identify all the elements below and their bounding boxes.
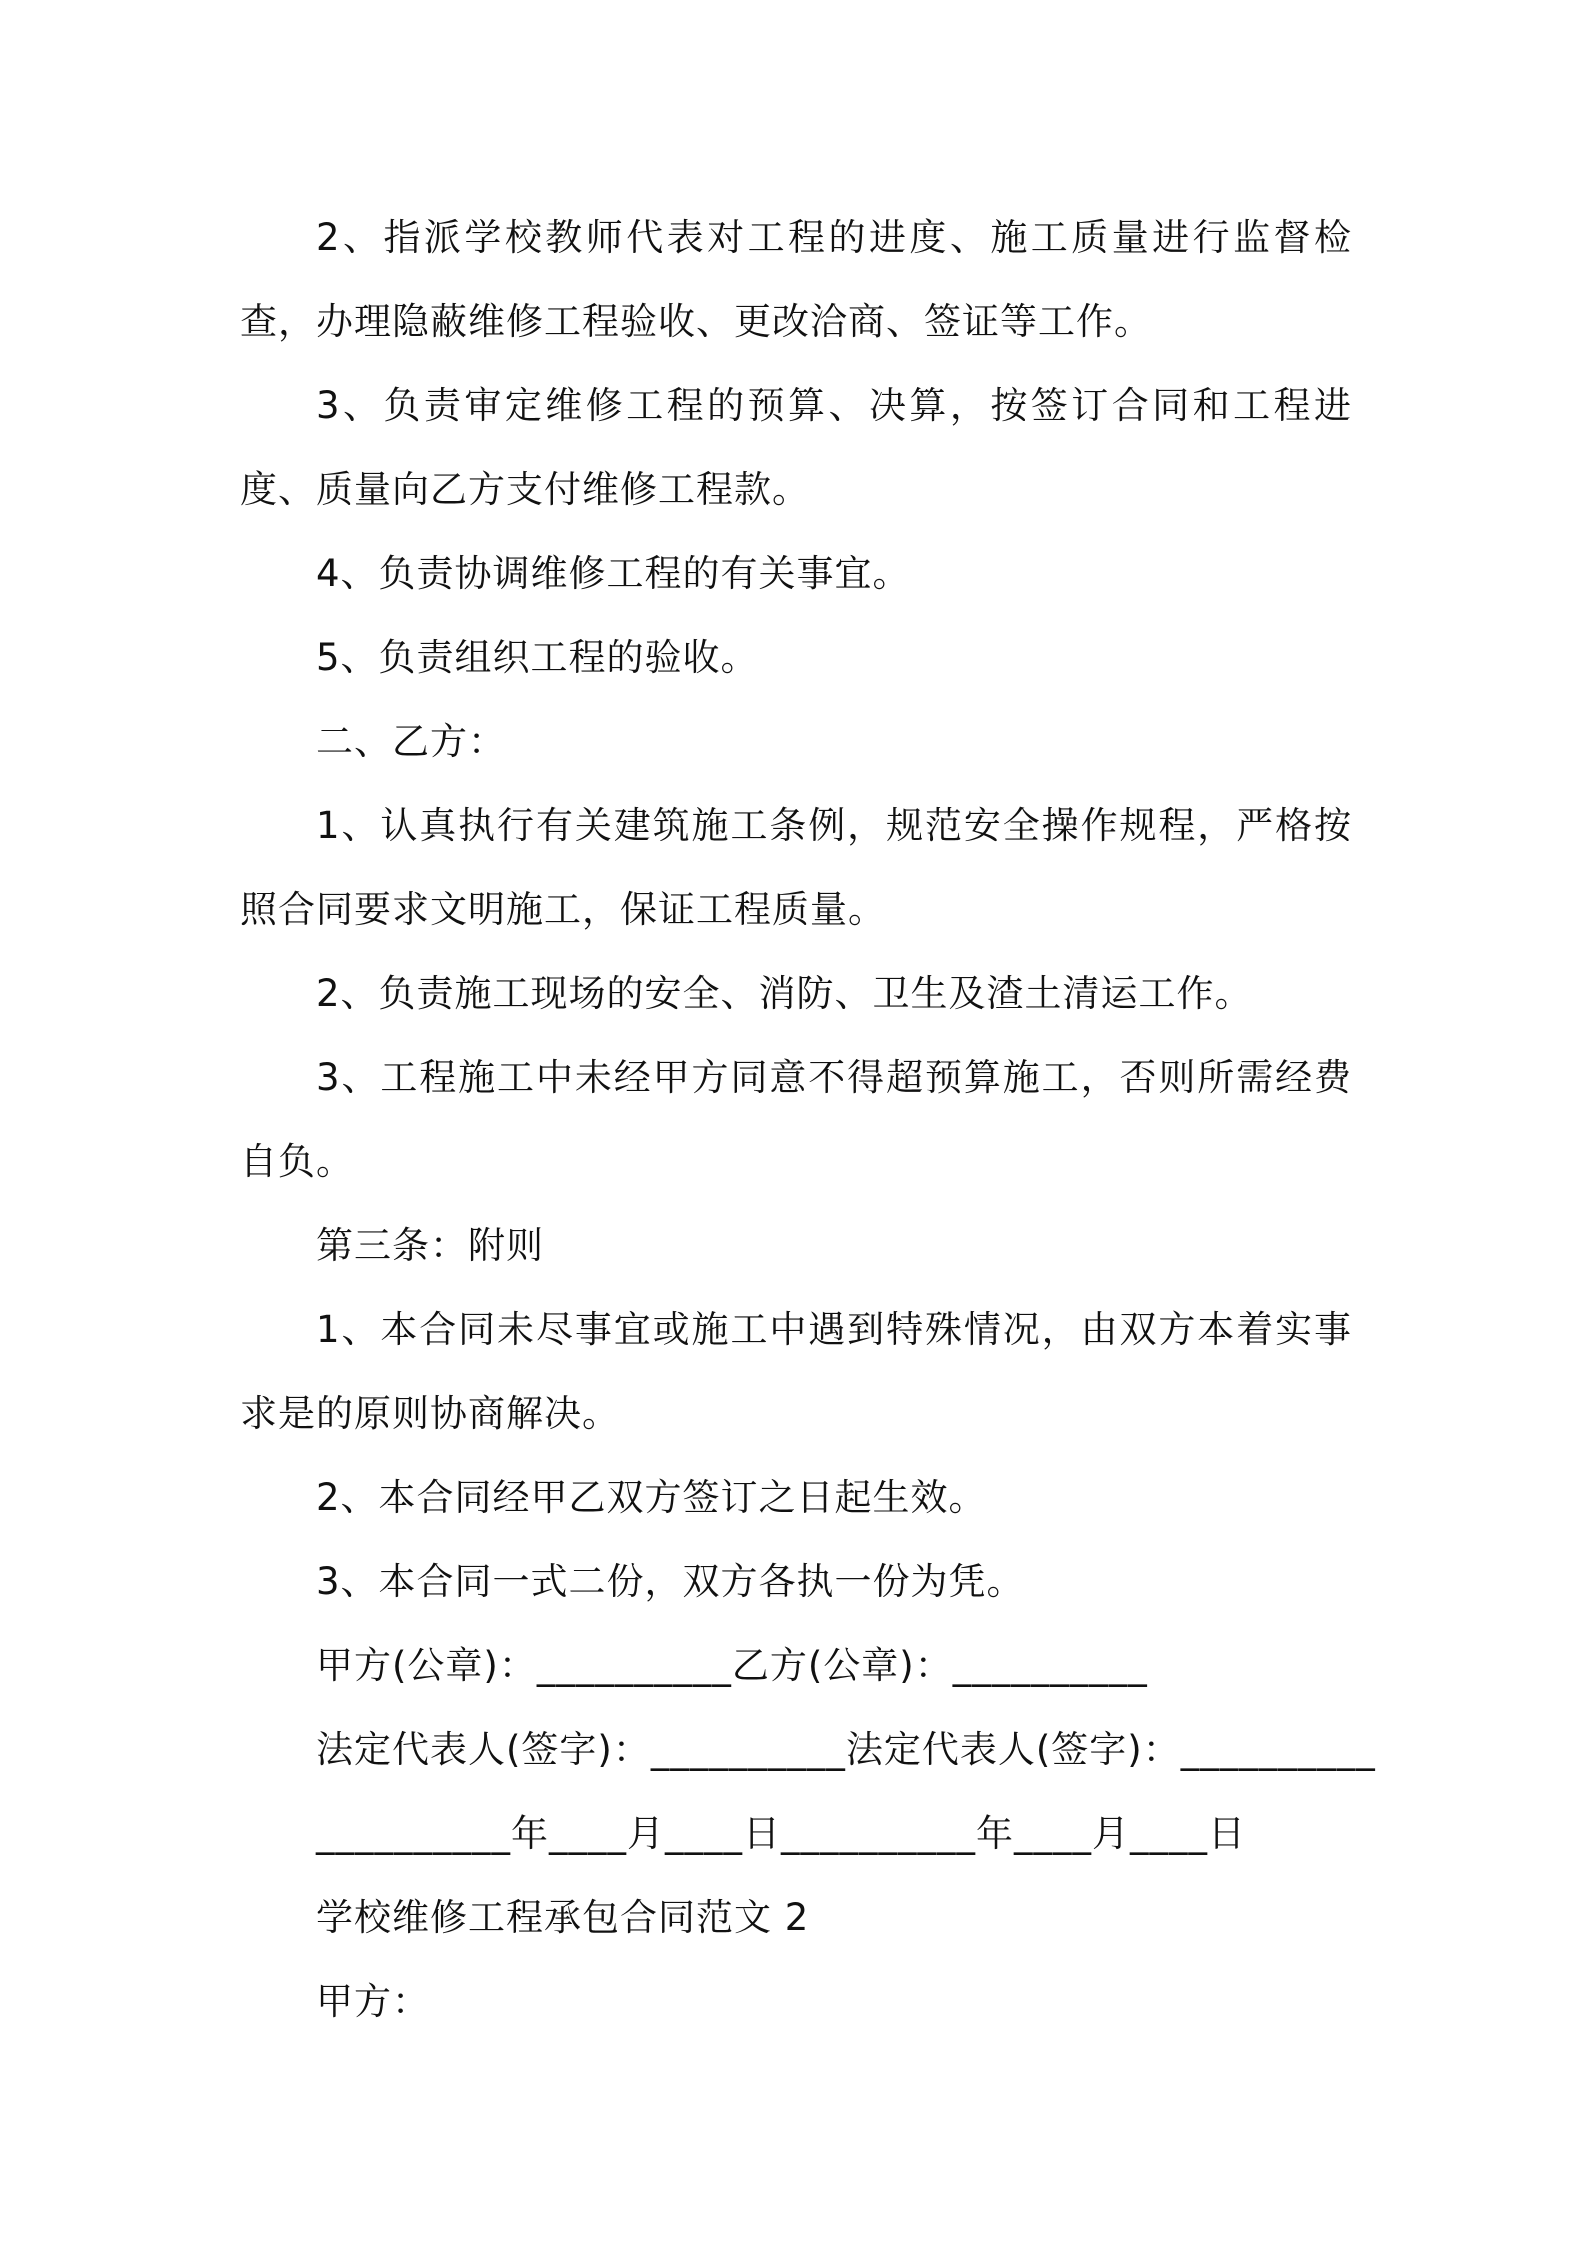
- paragraph-party-a-duty-2: 2、指派学校教师代表对工程的进度、施工质量进行监督检查，办理隐蔽维修工程验收、更改洽商、签证等工作。: [240, 216, 1352, 343]
- paragraph-party-b-duty-1: 1、认真执行有关建筑施工条例，规范安全操作规程，严格按照合同要求文明施工，保证工程质量。: [240, 804, 1352, 931]
- next-contract-party-a: 甲方：: [316, 1980, 430, 2023]
- heading-party-b: 二、乙方：: [316, 720, 506, 763]
- paragraph-party-b-duty-3: 3、工程施工中未经甲方同意不得超预算施工，否则所需经费自负。: [240, 1056, 1352, 1183]
- paragraph-party-b-duty-2: 2、负责施工现场的安全、消防、卫生及渣土清运工作。: [316, 972, 1253, 1015]
- document-body: [240, 196, 1376, 2044]
- next-contract-title: 学校维修工程承包合同范文 2: [316, 1896, 810, 1939]
- paragraph-party-a-duty-3: 3、负责审定维修工程的预算、决算，按签订合同和工程进度、质量向乙方支付维修工程款。: [240, 384, 1352, 511]
- paragraph-supplementary-2: 2、本合同经甲乙双方签订之日起生效。: [316, 1476, 987, 1519]
- paragraph-party-a-duty-5: 5、负责组织工程的验收。: [316, 636, 759, 679]
- paragraph-supplementary-3: 3、本合同一式二份，双方各执一份为凭。: [316, 1560, 1025, 1603]
- paragraph-party-a-duty-4: 4、负责协调维修工程的有关事宜。: [316, 552, 911, 595]
- paragraph-supplementary-1: 1、本合同未尽事宜或施工中遇到特殊情况，由双方本着实事求是的原则协商解决。: [240, 1308, 1352, 1435]
- signature-line-seal: 甲方(公章)：__________乙方(公章)：__________: [316, 1644, 1148, 1687]
- signature-line-representative: 法定代表人(签字)：__________法定代表人(签字)：__________: [316, 1728, 1376, 1771]
- signature-line-date: __________年____月____日__________年____月____日: [316, 1812, 1246, 1855]
- heading-article-3: 第三条：附则: [316, 1224, 544, 1267]
